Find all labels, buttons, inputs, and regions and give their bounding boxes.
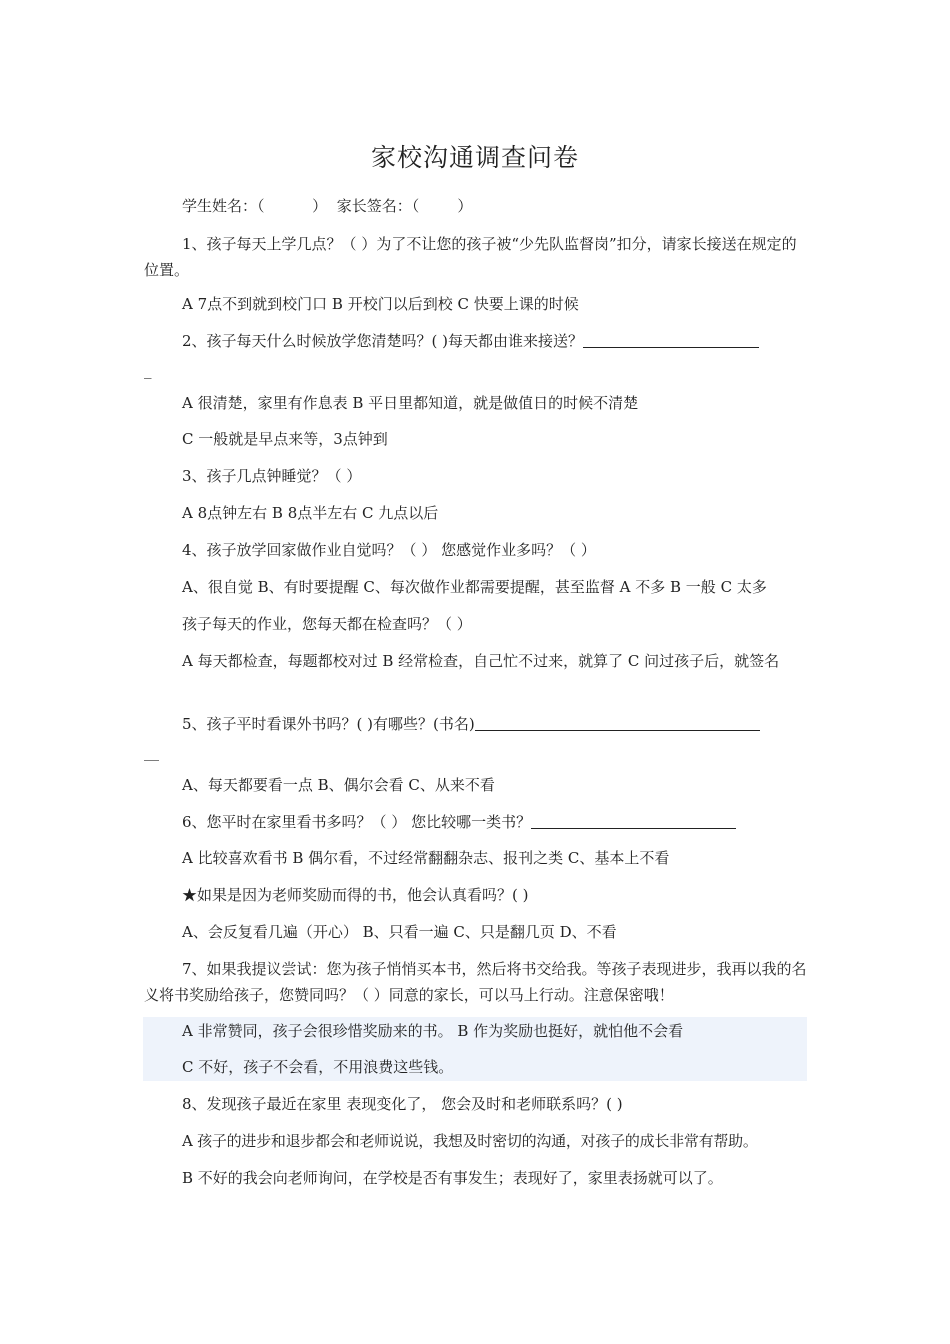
question-3: 3、孩子几点钟睡觉？（ ） xyxy=(182,467,362,485)
question-5 xyxy=(182,714,760,734)
question-5-options: A、每天都要看一点 B、偶尔会看 C、从来不看 xyxy=(182,776,495,794)
question-2-options-ab: A 很清楚，家里有作息表 B 平日里都知道，就是做值日的时候不清楚 xyxy=(182,394,639,412)
question-7: 7、如果我提议尝试：您为孩子悄悄买本书，然后将书交给我。等孩子表现进步，我再以我的名义将书奖励给孩子，您赞同吗？（ ）同意的家长，可以马上行动。注意保密哦！ xyxy=(144,960,807,1004)
answer-blank xyxy=(475,715,760,731)
question-2-continuation: _ xyxy=(144,361,152,379)
answer-blank xyxy=(583,332,759,348)
question-4-options: A、很自觉 B、有时要提醒 C、每次做作业都需要提醒，甚至监督 A 不多 B 一般 C 太多 xyxy=(182,578,767,596)
question-6 xyxy=(182,812,736,832)
name-signature-line: 学生姓名：（ ） 家长签名：（ ） xyxy=(182,197,473,215)
question-4b-options: A 每天都检查，每题都校对过 B 经常检查，自己忙不过来，就算了 C 问过孩子后，就签名 xyxy=(182,652,780,670)
question-7-options-ab: A 非常赞同，孩子会很珍惜奖励来的书。 B 作为奖励也挺好，就怕他不会看 xyxy=(182,1022,684,1040)
answer-blank xyxy=(531,813,736,829)
question-2-option-c: C 一般就是早点来等，3点钟到 xyxy=(182,430,388,448)
question-7-option-c: C 不好，孩子不会看，不用浪费这些钱。 xyxy=(182,1058,454,1076)
question-4: 4、孩子放学回家做作业自觉吗？（ ） 您感觉作业多吗？（ ） xyxy=(182,541,596,559)
question-2-text: 2、孩子每天什么时候放学您清楚吗？( )每天都由谁来接送？ xyxy=(182,332,584,350)
page-title: 家校沟通调查问卷 xyxy=(370,143,579,172)
question-6b-options: A、会反复看几遍（开心） B、只看一遍 C、只是翻几页 D、不看 xyxy=(182,923,617,941)
question-6-text: 6、您平时在家里看书多吗？（ ） 您比较哪一类书？ xyxy=(182,813,532,831)
question-6b: ★如果是因为老师奖励而得的书，他会认真看吗？( ) xyxy=(182,886,529,904)
question-1-options: A 7点不到就到校门口 B 开校门以后到校 C 快要上课的时候 xyxy=(182,295,579,313)
question-8: 8、发现孩子最近在家里 表现变化了， 您会及时和老师联系吗？( ) xyxy=(182,1095,623,1113)
question-5-text: 5、孩子平时看课外书吗？( )有哪些？(书名) xyxy=(182,715,475,733)
question-2 xyxy=(182,331,759,351)
question-1: 1、孩子每天上学几点？（ ）为了不让您的孩子被“少先队监督岗”扣分，请家长接送在规定的位置。 xyxy=(144,235,797,279)
question-5-continuation: __ xyxy=(144,743,159,761)
question-6-options: A 比较喜欢看书 B 偶尔看，不过经常翻翻杂志、报刊之类 C、基本上不看 xyxy=(182,849,670,867)
question-8-option-b: B 不好的我会向老师询问，在学校是否有事发生；表现好了，家里表扬就可以了。 xyxy=(182,1169,723,1187)
question-4b: 孩子每天的作业，您每天都在检查吗？（ ） xyxy=(182,615,472,633)
question-3-options: A 8点钟左右 B 8点半左右 C 九点以后 xyxy=(182,504,439,522)
question-8-option-a: A 孩子的进步和退步都会和老师说说，我想及时密切的沟通，对孩子的成长非常有帮助。 xyxy=(182,1132,758,1150)
